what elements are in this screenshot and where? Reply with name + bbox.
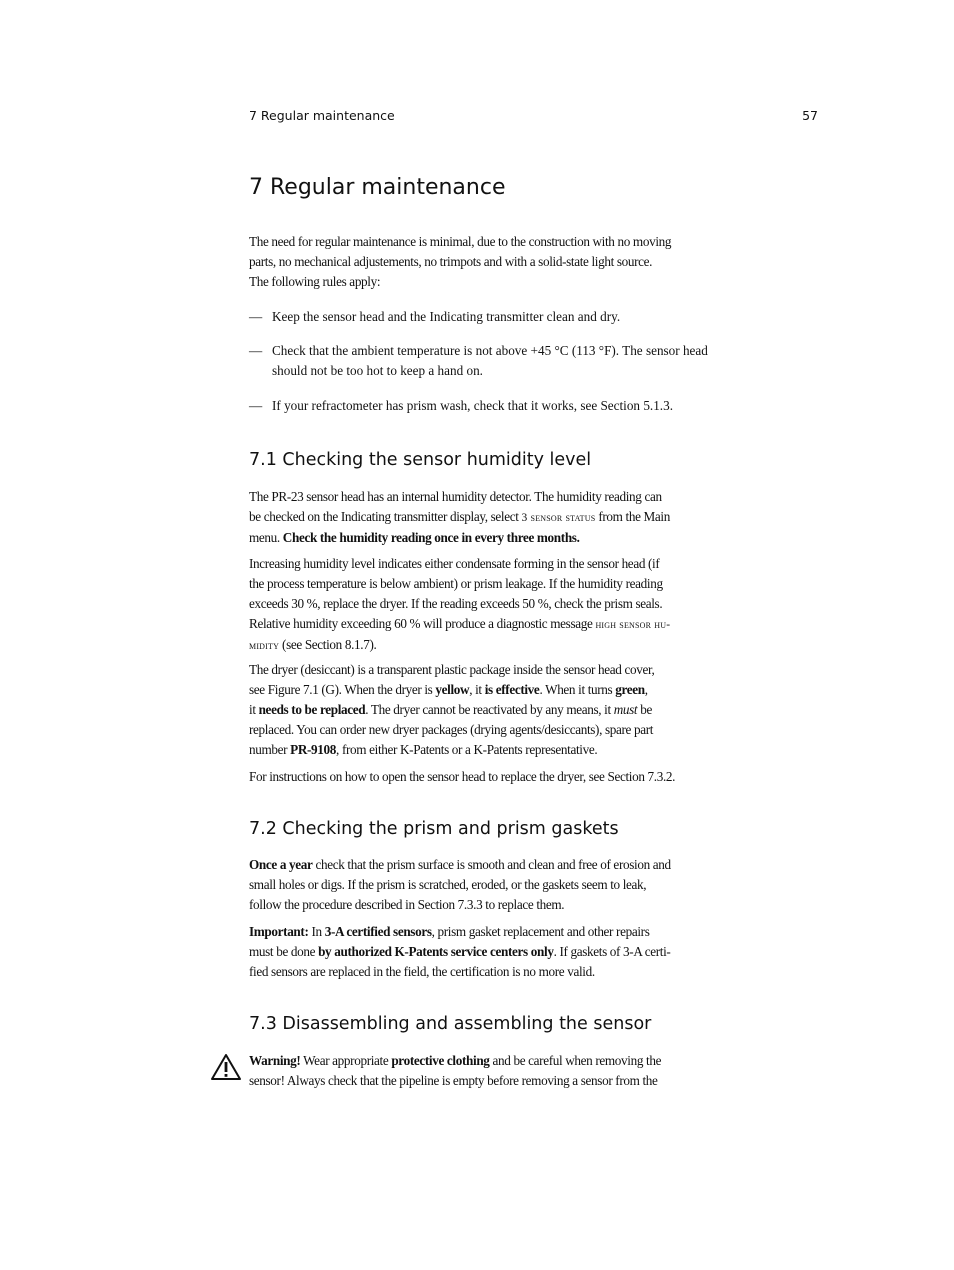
text-line	[249, 614, 795, 635]
text-line: The dryer (desiccant) is a transparent plastic package inside the sensor head cover,	[249, 662, 655, 677]
section-title-7-3: 7.3 Disassembling and assembling the sensor	[249, 1014, 652, 1034]
text-span: check that the prism surface is smooth and clean and free of erosion and	[312, 857, 671, 872]
text-span: , it	[469, 682, 485, 697]
bullet-dash: —	[249, 343, 263, 358]
warning-triangle-icon	[210, 1053, 242, 1081]
text-line	[249, 528, 795, 548]
bold-text: by authorized K-Patents service centers only	[318, 944, 554, 959]
bullet-dash: —	[249, 398, 263, 413]
text-line: Check that the ambient temperature is not above +45 °C (113 °F). The sensor head	[272, 343, 708, 358]
text-span: it	[249, 702, 259, 717]
text-line: sensor! Always check that the pipeline is empty before removing a sensor from the	[249, 1073, 658, 1088]
warning-paragraph	[249, 1051, 795, 1091]
text-span: Relative humidity exceeding 60 % will produce a diagnostic message	[249, 616, 596, 631]
intro-paragraph	[249, 232, 795, 292]
text-span: and be careful when removing the	[489, 1053, 662, 1068]
text-line: should not be too hot to keep a hand on.	[272, 363, 483, 378]
text-span: . When it turns	[539, 682, 616, 697]
text-span: be checked on the Indicating transmitter display, select	[249, 509, 522, 524]
paragraph	[249, 855, 795, 915]
text-line	[249, 855, 795, 875]
text-span: from the Main	[595, 509, 670, 524]
text-line: the process temperature is below ambient) or prism leakage. If the humidity reading	[249, 576, 663, 591]
text-span: number	[249, 742, 291, 757]
text-line: The following rules apply:	[249, 274, 381, 289]
text-line: small holes or digs. If the prism is scratched, eroded, or the gaskets seem to leak,	[249, 877, 647, 892]
page-number: 57	[802, 108, 818, 123]
text-line	[249, 1051, 795, 1071]
bold-text: needs to be replaced	[258, 702, 366, 717]
bold-text: Important:	[249, 924, 309, 939]
bold-text: is effective	[484, 682, 540, 697]
text-span: see Figure 7.1 (G). When the dryer is	[249, 682, 436, 697]
text-line: follow the procedure described in Section 7.3.3 to replace them.	[249, 897, 565, 912]
text-span: must be done	[249, 944, 319, 959]
text-span: . If gaskets of 3-A certi-	[553, 944, 671, 959]
text-line: parts, no mechanical adjustements, no trimpots and with a solid-state light source.	[249, 254, 653, 269]
section-title-7-1: 7.1 Checking the sensor humidity level	[249, 450, 592, 470]
text-line	[249, 635, 795, 656]
text-line: The PR-23 sensor head has an internal humidity detector. The humidity reading can	[249, 489, 662, 504]
text-span: (see Section 8.1.7).	[279, 637, 377, 652]
text-span: , prism gasket replacement and other repairs	[431, 924, 650, 939]
paragraph	[249, 487, 795, 548]
bullet-item: If your refractometer has prism wash, check that it works, see Section 5.1.3.	[272, 398, 673, 413]
warning-label: Warning!	[249, 1053, 301, 1068]
text-line	[249, 507, 795, 528]
bold-text: 3-A certified sensors	[324, 924, 432, 939]
paragraph	[249, 554, 795, 656]
text-span: In	[308, 924, 325, 939]
menu-item-ref: 3 sensor status	[521, 512, 596, 524]
bold-text: green	[615, 682, 645, 697]
diagnostic-message-ref: high sensor hu-	[595, 619, 671, 631]
bullet-item	[272, 341, 795, 381]
text-line	[249, 700, 795, 720]
text-line	[249, 740, 795, 760]
text-line	[249, 942, 795, 962]
text-span: Wear appropriate	[300, 1053, 392, 1068]
bold-text: Once a year	[249, 857, 313, 872]
paragraph	[249, 660, 795, 760]
text-line: fied sensors are replaced in the field, the certification is no more valid.	[249, 964, 595, 979]
text-span: be	[637, 702, 652, 717]
text-line	[249, 680, 795, 700]
text-span: menu.	[249, 530, 283, 545]
bullet-item: Keep the sensor head and the Indicating transmitter clean and dry.	[272, 309, 621, 324]
text-line: replaced. You can order new dryer packages (drying agents/desiccants), spare part	[249, 722, 654, 737]
chapter-title: 7 Regular maintenance	[249, 175, 506, 200]
section-title-7-2: 7.2 Checking the prism and prism gaskets	[249, 819, 619, 839]
text-line	[249, 922, 795, 942]
diagnostic-message-ref: midity	[249, 640, 280, 652]
text-span: . The dryer cannot be reactivated by any means, it	[365, 702, 614, 717]
text-span: ,	[644, 682, 648, 697]
italic-text: must	[613, 702, 638, 717]
running-header: 7 Regular maintenance	[249, 108, 395, 123]
bullet-dash: —	[249, 309, 263, 324]
bold-text: Check the humidity reading once in every three months.	[282, 530, 580, 545]
bold-text: yellow	[435, 682, 470, 697]
part-number: PR-9108	[290, 742, 337, 757]
important-note	[249, 922, 795, 982]
text-line: exceeds 30 %, replace the dryer. If the reading exceeds 50 %, check the prism seals.	[249, 596, 663, 611]
text-line: For instructions on how to open the sensor head to replace the dryer, see Section 7.3.2.	[249, 769, 676, 784]
text-span: , from either K-Patents or a K-Patents representative.	[336, 742, 598, 757]
text-line: The need for regular maintenance is minimal, due to the construction with no moving	[249, 234, 672, 249]
bold-text: protective clothing	[391, 1053, 490, 1068]
text-line: Increasing humidity level indicates either condensate forming in the sensor head (if	[249, 556, 660, 571]
paragraph	[249, 767, 795, 787]
